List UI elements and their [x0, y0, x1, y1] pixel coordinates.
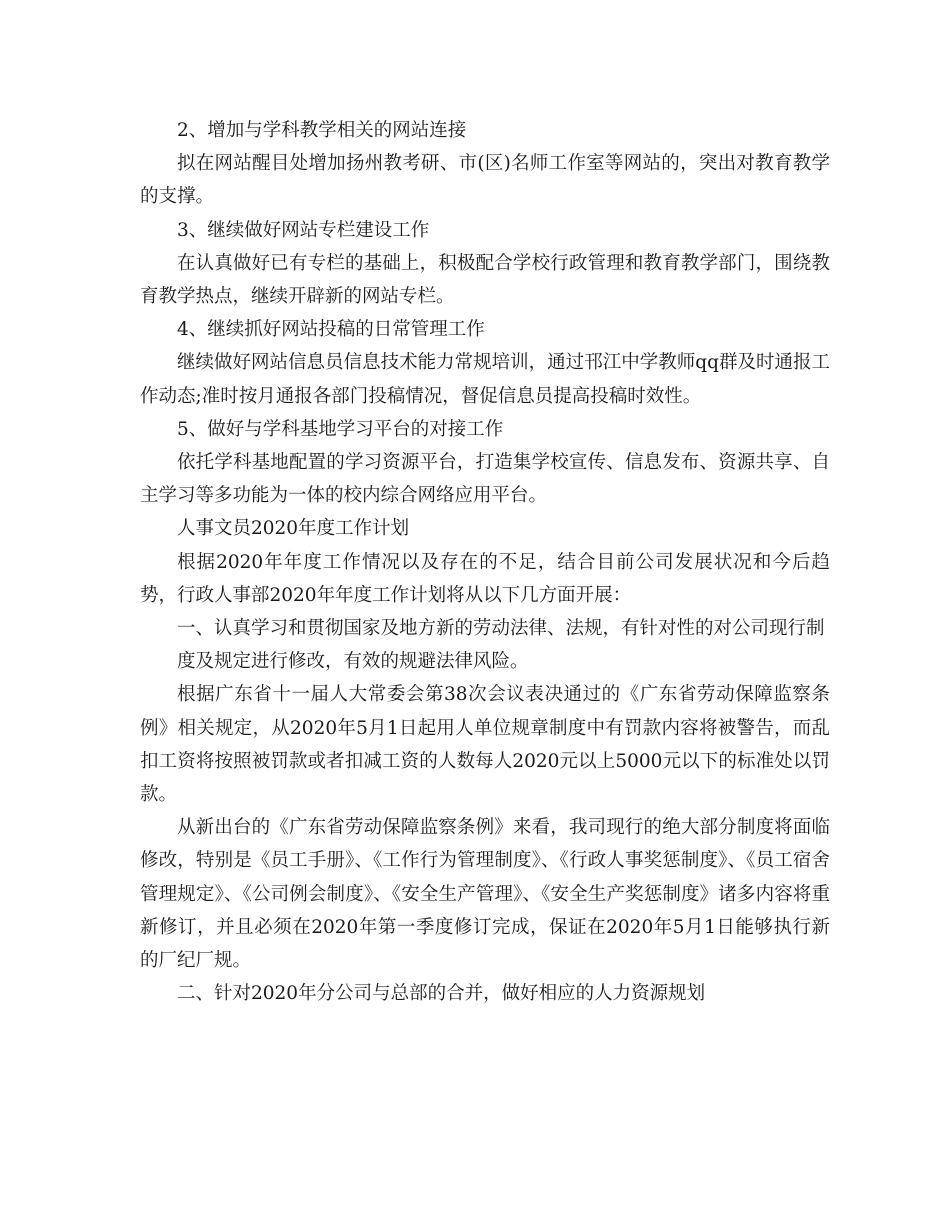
paragraph-column-building: 在认真做好已有专栏的基础上，积极配合学校行政管理和教育教学部门，围绕教育教学热点，继续开辟新的网站专栏。 — [140, 252, 830, 308]
paragraph-regulation-details: 根据广东省十一届人大常委会第38次会议表决通过的《广东省劳动保障监察条例》相关规定，从2020年5月1日起用人单位规章制度中有罚款内容将被警告，而乱扣工资将按照被罚款或者扣减工资的人数每人2020元以上5000元以下的标准处以罚款。 — [140, 684, 830, 806]
section-heading-hr-planning: 二、针对2020年分公司与总部的合并，做好相应的人力资源规划 — [177, 983, 706, 1005]
paragraph-website-links: 拟在网站醒目处增加扬州教考研、市(区)名师工作室等网站的，突出对教育教学的支撑。 — [140, 153, 830, 208]
section-heading-platform-integration: 5、做好与学科基地学习平台的对接工作 — [177, 418, 504, 440]
section-heading-labor-law: 一、认真学习和贯彻国家及地方新的劳动法律、法规，有针对性的对公司现行制 — [177, 618, 825, 640]
paragraph-policy-revision: 从新出台的《广东省劳动保障监察条例》来看，我司现行的绝大部分制度将面临修改，特别是《员工手册》、《工作行为管理制度》、《行政人事奖惩制度》、《员工宿舍管理规定》、《公司例会制度》、《安全生产管理》、《安全生产奖惩制度》诸多内容将重新修订，并且必须在2020年第一季度修订完成，保证在2020年5月1日能够执行新的厂纪厂规。 — [140, 817, 830, 972]
paragraph-labor-law-continuation: 度及规定进行修改，有效的规避法律风险。 — [177, 651, 529, 673]
paragraph-platform-integration: 依托学科基地配置的学习资源平台，打造集学校宣传、信息发布、资源共享、自主学习等多功能为一体的校内综合网络应用平台。 — [140, 452, 830, 507]
section-heading-website-links: 2、增加与学科教学相关的网站连接 — [177, 120, 467, 141]
section-heading-submission-management: 4、继续抓好网站投稿的日常管理工作 — [177, 319, 485, 341]
section-heading-column-building: 3、继续做好网站专栏建设工作 — [177, 219, 430, 241]
document-title-hr-plan: 人事文员2020年度工作计划 — [177, 518, 410, 540]
paragraph-hr-intro: 根据2020年年度工作情况以及存在的不足，结合目前公司发展状况和今后趋势，行政人事部2020年年度工作计划将从以下几方面开展： — [140, 551, 830, 606]
document-body — [140, 114, 830, 1010]
paragraph-submission-management: 继续做好网站信息员信息技术能力常规培训，通过邗江中学教师qq群及时通报工作动态;准时按月通报各部门投稿情况，督促信息员提高投稿时效性。 — [140, 352, 830, 407]
